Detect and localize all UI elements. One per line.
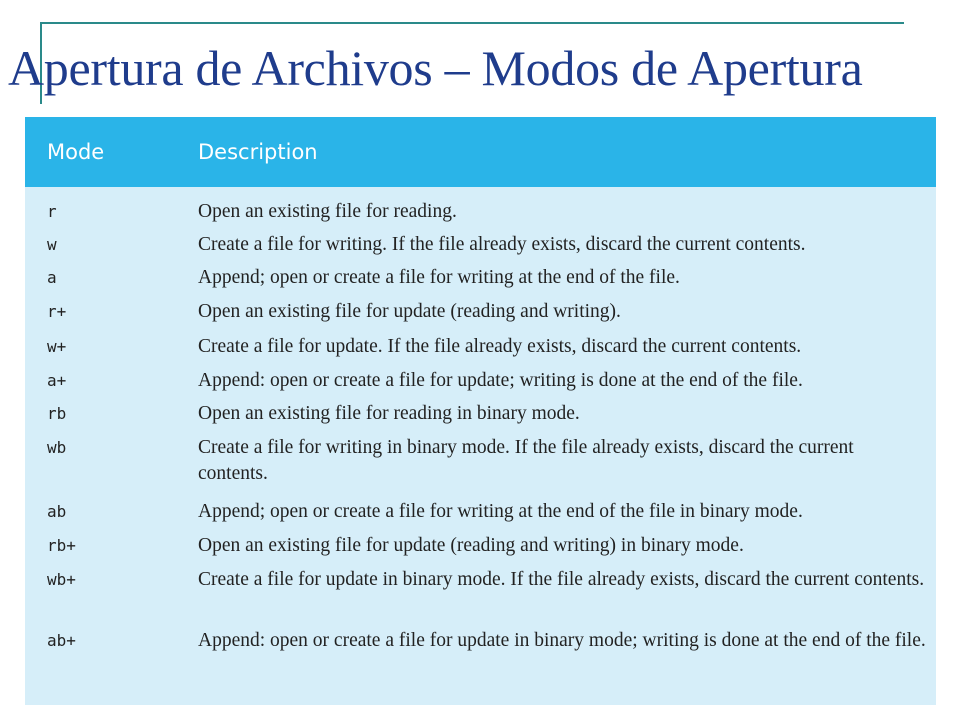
mode-cell: a+	[47, 371, 67, 390]
header-description: Description	[198, 140, 318, 164]
mode-cell: rb	[47, 404, 67, 423]
mode-cell: ab+	[47, 631, 76, 650]
description-cell: Append; open or create a file for writing at the end of the file.	[198, 267, 680, 288]
description-cell: Create a file for writing. If the file already exists, discard the current contents.	[198, 234, 806, 255]
slide-title: Apertura de Archivos – Modos de Apertura	[8, 40, 863, 96]
mode-cell: w	[47, 235, 57, 254]
description-cell: Append; open or create a file for writing at the end of the file in binary mode.	[198, 501, 803, 522]
header-mode: Mode	[47, 140, 105, 164]
description-cell: Append: open or create a file for update; writing is done at the end of the file.	[198, 370, 803, 391]
mode-cell: wb	[47, 438, 67, 457]
description-cell: Open an existing file for reading in binary mode.	[198, 403, 580, 424]
table-header	[25, 117, 936, 187]
description-cell: Open an existing file for reading.	[198, 201, 457, 222]
description-cell: Create a file for update in binary mode. If the file already exists, discard the current contents.	[198, 569, 925, 590]
description-cell: Create a file for writing in binary mode. If the file already exists, discard the current contents.	[198, 437, 854, 484]
frame-line-top	[40, 22, 904, 24]
mode-cell: rb+	[47, 536, 76, 555]
mode-cell: r	[47, 202, 57, 221]
modes-table	[25, 117, 936, 705]
description-cell: Open an existing file for update (reading and writing) in binary mode.	[198, 535, 744, 556]
description-cell: Open an existing file for update (reading and writing).	[198, 301, 621, 322]
mode-cell: a	[47, 268, 57, 287]
mode-cell: wb+	[47, 570, 76, 589]
description-cell: Create a file for update. If the file already exists, discard the current contents.	[198, 336, 802, 357]
mode-cell: w+	[47, 337, 67, 356]
mode-cell: ab	[47, 502, 67, 521]
description-cell: Append: open or create a file for update in binary mode; writing is done at the end of the file.	[198, 630, 926, 651]
mode-cell: r+	[47, 302, 67, 321]
